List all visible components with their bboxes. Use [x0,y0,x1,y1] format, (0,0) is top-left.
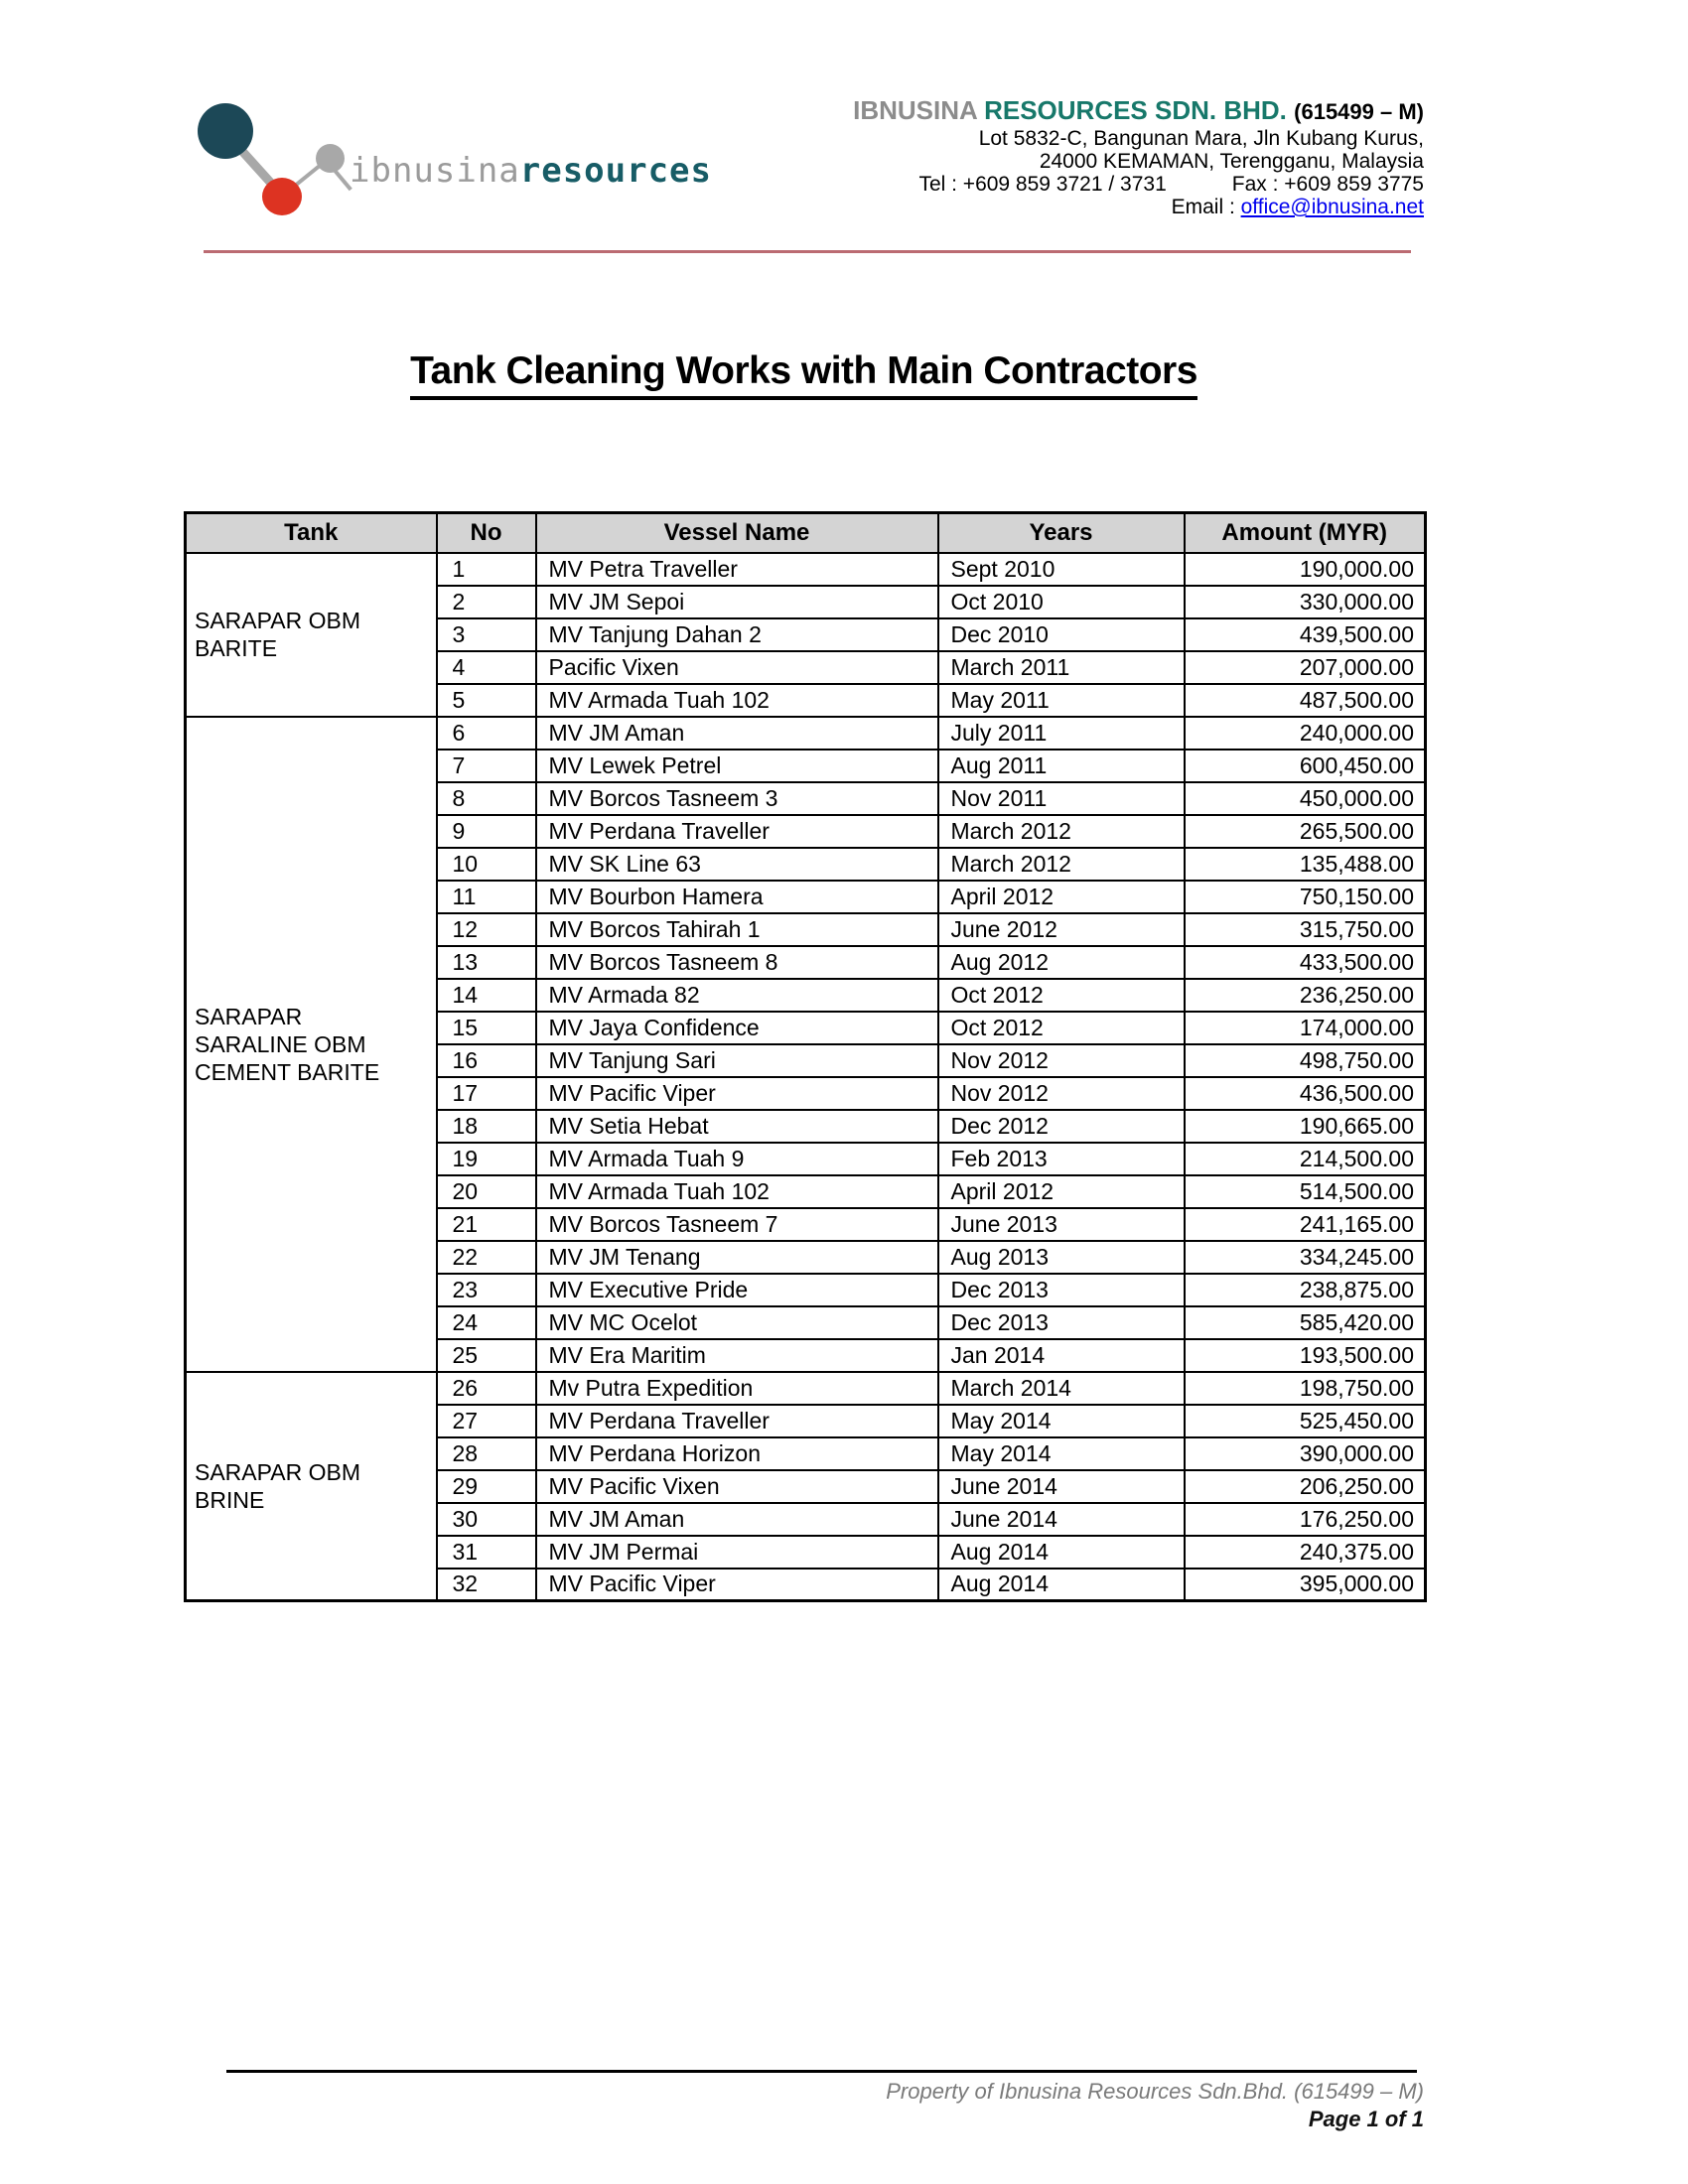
cell-vessel-name: MV Pacific Viper [536,1569,938,1601]
tank-cleaning-table [184,511,1427,1602]
cell-amount: 174,000.00 [1185,1012,1426,1044]
cell-no: 16 [437,1044,536,1077]
cell-vessel-name: MV Lewek Petrel [536,750,938,782]
cell-years: Aug 2014 [938,1536,1185,1569]
column-header-years: Years [938,513,1185,553]
table-row [186,1372,1426,1405]
cell-no: 10 [437,848,536,881]
cell-vessel-name: MV Armada 82 [536,979,938,1012]
cell-amount: 135,488.00 [1185,848,1426,881]
cell-amount: 750,150.00 [1185,881,1426,913]
cell-no: 20 [437,1175,536,1208]
cell-years: Dec 2010 [938,618,1185,651]
cell-amount: 240,000.00 [1185,717,1426,750]
cell-years: June 2013 [938,1208,1185,1241]
cell-years: April 2012 [938,1175,1185,1208]
cell-years: Feb 2013 [938,1143,1185,1175]
cell-years: Aug 2014 [938,1569,1185,1601]
cell-vessel-name: MV Bourbon Hamera [536,881,938,913]
cell-no: 1 [437,553,536,586]
cell-years: June 2014 [938,1503,1185,1536]
cell-years: Jan 2014 [938,1339,1185,1372]
cell-years: Nov 2012 [938,1044,1185,1077]
table-row [186,553,1426,586]
cell-amount: 176,250.00 [1185,1503,1426,1536]
email-link[interactable]: office@ibnusina.net [1240,196,1424,218]
cell-vessel-name: MV JM Permai [536,1536,938,1569]
cell-no: 15 [437,1012,536,1044]
cell-vessel-name: MV Armada Tuah 9 [536,1143,938,1175]
cell-no: 30 [437,1503,536,1536]
cell-years: May 2014 [938,1437,1185,1470]
cell-vessel-name: Mv Putra Expedition [536,1372,938,1405]
cell-no: 25 [437,1339,536,1372]
cell-no: 2 [437,586,536,618]
cell-vessel-name: MV JM Aman [536,1503,938,1536]
cell-years: June 2014 [938,1470,1185,1503]
footer-page-number: Page 1 of 1 [1308,2107,1424,2131]
company-letterhead [853,95,1424,218]
cell-amount: 390,000.00 [1185,1437,1426,1470]
cell-vessel-name: MV Armada Tuah 102 [536,1175,938,1208]
cell-no: 26 [437,1372,536,1405]
cell-amount: 487,500.00 [1185,684,1426,717]
cell-vessel-name: MV SK Line 63 [536,848,938,881]
logo-gray-dot-icon [316,144,345,173]
cell-vessel-name: MV Borcos Tasneem 8 [536,946,938,979]
company-address-line2: 24000 KEMAMAN, Terengganu, Malaysia [1039,150,1424,173]
cell-no: 22 [437,1241,536,1274]
company-tel: Tel : +609 859 3721 / 3731 [918,173,1167,196]
cell-amount: 240,375.00 [1185,1536,1426,1569]
cell-amount: 498,750.00 [1185,1044,1426,1077]
cell-no: 13 [437,946,536,979]
column-header-tank: Tank [186,513,437,553]
logo-teal-dot-icon [198,103,253,159]
cell-no: 28 [437,1437,536,1470]
cell-no: 5 [437,684,536,717]
cell-years: March 2011 [938,651,1185,684]
cell-years: Nov 2011 [938,782,1185,815]
cell-amount: 395,000.00 [1185,1569,1426,1601]
logo-word-ibnusina: ibnusina [350,151,520,191]
logo-word-resources: resources [519,151,712,191]
cell-no: 9 [437,815,536,848]
cell-amount: 600,450.00 [1185,750,1426,782]
cell-no: 8 [437,782,536,815]
cell-vessel-name: MV JM Tenang [536,1241,938,1274]
cell-no: 7 [437,750,536,782]
cell-vessel-name: MV Armada Tuah 102 [536,684,938,717]
table-wrap [184,511,1424,1602]
cell-amount: 265,500.00 [1185,815,1426,848]
table-row [186,717,1426,750]
cell-years: Dec 2012 [938,1110,1185,1143]
cell-no: 29 [437,1470,536,1503]
cell-amount: 241,165.00 [1185,1208,1426,1241]
cell-vessel-name: MV Pacific Vixen [536,1470,938,1503]
column-header-vessel-name: Vessel Name [536,513,938,553]
cell-vessel-name: MV Perdana Traveller [536,1405,938,1437]
cell-years: Oct 2010 [938,586,1185,618]
cell-no: 12 [437,913,536,946]
company-name [853,95,1424,127]
cell-amount: 585,420.00 [1185,1306,1426,1339]
cell-amount: 236,250.00 [1185,979,1426,1012]
cell-amount: 238,875.00 [1185,1274,1426,1306]
cell-vessel-name: MV Tanjung Sari [536,1044,938,1077]
company-registration-number: (615499 – M) [1294,99,1424,124]
cell-no: 18 [437,1110,536,1143]
company-name-part2: RESOURCES SDN. BHD. [984,95,1287,125]
cell-vessel-name: MV Jaya Confidence [536,1012,938,1044]
company-email-line [853,196,1424,218]
cell-years: Aug 2011 [938,750,1185,782]
cell-vessel-name: MV Pacific Viper [536,1077,938,1110]
cell-no: 6 [437,717,536,750]
table-body [186,553,1426,1601]
cell-amount: 436,500.00 [1185,1077,1426,1110]
cell-amount: 525,450.00 [1185,1405,1426,1437]
cell-amount: 198,750.00 [1185,1372,1426,1405]
footer-property-text: Property of Ibnusina Resources Sdn.Bhd. (615499 – M) [886,2079,1424,2104]
cell-years: April 2012 [938,881,1185,913]
logo-red-dot-icon [262,178,302,215]
cell-vessel-name: MV Borcos Tasneem 7 [536,1208,938,1241]
cell-amount: 315,750.00 [1185,913,1426,946]
cell-amount: 450,000.00 [1185,782,1426,815]
cell-years: June 2012 [938,913,1185,946]
cell-vessel-name: MV MC Ocelot [536,1306,938,1339]
page-title: Tank Cleaning Works with Main Contractors [410,349,1197,400]
cell-amount: 514,500.00 [1185,1175,1426,1208]
header-divider-line [204,250,1411,253]
logo-wordmark [350,151,712,191]
cell-amount: 433,500.00 [1185,946,1426,979]
cell-vessel-name: MV Borcos Tasneem 3 [536,782,938,815]
cell-years: Oct 2012 [938,979,1185,1012]
cell-years: Sept 2010 [938,553,1185,586]
column-header-amount: Amount (MYR) [1185,513,1426,553]
cell-years: Dec 2013 [938,1306,1185,1339]
company-fax: Fax : +609 859 3775 [1231,173,1424,196]
cell-amount: 190,000.00 [1185,553,1426,586]
company-tel-fax [853,173,1424,196]
column-header-no: No [437,513,536,553]
cell-amount: 190,665.00 [1185,1110,1426,1143]
cell-no: 3 [437,618,536,651]
cell-amount: 207,000.00 [1185,651,1426,684]
cell-vessel-name: MV Era Maritim [536,1339,938,1372]
cell-amount: 206,250.00 [1185,1470,1426,1503]
cell-no: 21 [437,1208,536,1241]
cell-no: 24 [437,1306,536,1339]
cell-amount: 439,500.00 [1185,618,1426,651]
company-address-line1: Lot 5832-C, Bangunan Mara, Jln Kubang Kurus, [978,127,1424,150]
title-wrap [184,349,1424,400]
cell-years: May 2011 [938,684,1185,717]
tank-group-label: SARAPAR OBM BARITE [186,553,437,717]
cell-amount: 330,000.00 [1185,586,1426,618]
cell-no: 11 [437,881,536,913]
cell-vessel-name: MV Perdana Horizon [536,1437,938,1470]
cell-no: 23 [437,1274,536,1306]
tank-group-label: SARAPAR OBM BRINE [186,1372,437,1601]
tank-group-label: SARAPAR SARALINE OBM CEMENT BARITE [186,717,437,1372]
footer-divider-line [226,2070,1417,2073]
company-name-part1: IBNUSINA [853,95,977,125]
cell-years: May 2014 [938,1405,1185,1437]
cell-vessel-name: MV JM Sepoi [536,586,938,618]
cell-vessel-name: MV Tanjung Dahan 2 [536,618,938,651]
cell-amount: 214,500.00 [1185,1143,1426,1175]
cell-vessel-name: MV Setia Hebat [536,1110,938,1143]
cell-years: Oct 2012 [938,1012,1185,1044]
cell-vessel-name: MV JM Aman [536,717,938,750]
cell-years: Aug 2012 [938,946,1185,979]
cell-vessel-name: Pacific Vixen [536,651,938,684]
cell-years: Aug 2013 [938,1241,1185,1274]
cell-vessel-name: MV Executive Pride [536,1274,938,1306]
cell-no: 14 [437,979,536,1012]
table-header-row [186,513,1426,553]
cell-years: March 2012 [938,848,1185,881]
cell-amount: 193,500.00 [1185,1339,1426,1372]
cell-years: July 2011 [938,717,1185,750]
cell-no: 17 [437,1077,536,1110]
cell-years: March 2012 [938,815,1185,848]
cell-years: Nov 2012 [938,1077,1185,1110]
cell-no: 19 [437,1143,536,1175]
cell-vessel-name: MV Borcos Tahirah 1 [536,913,938,946]
cell-years: Dec 2013 [938,1274,1185,1306]
cell-vessel-name: MV Petra Traveller [536,553,938,586]
cell-no: 4 [437,651,536,684]
cell-vessel-name: MV Perdana Traveller [536,815,938,848]
cell-no: 31 [437,1536,536,1569]
cell-years: March 2014 [938,1372,1185,1405]
email-label: Email : [1171,196,1241,218]
cell-amount: 334,245.00 [1185,1241,1426,1274]
cell-no: 27 [437,1405,536,1437]
cell-no: 32 [437,1569,536,1601]
